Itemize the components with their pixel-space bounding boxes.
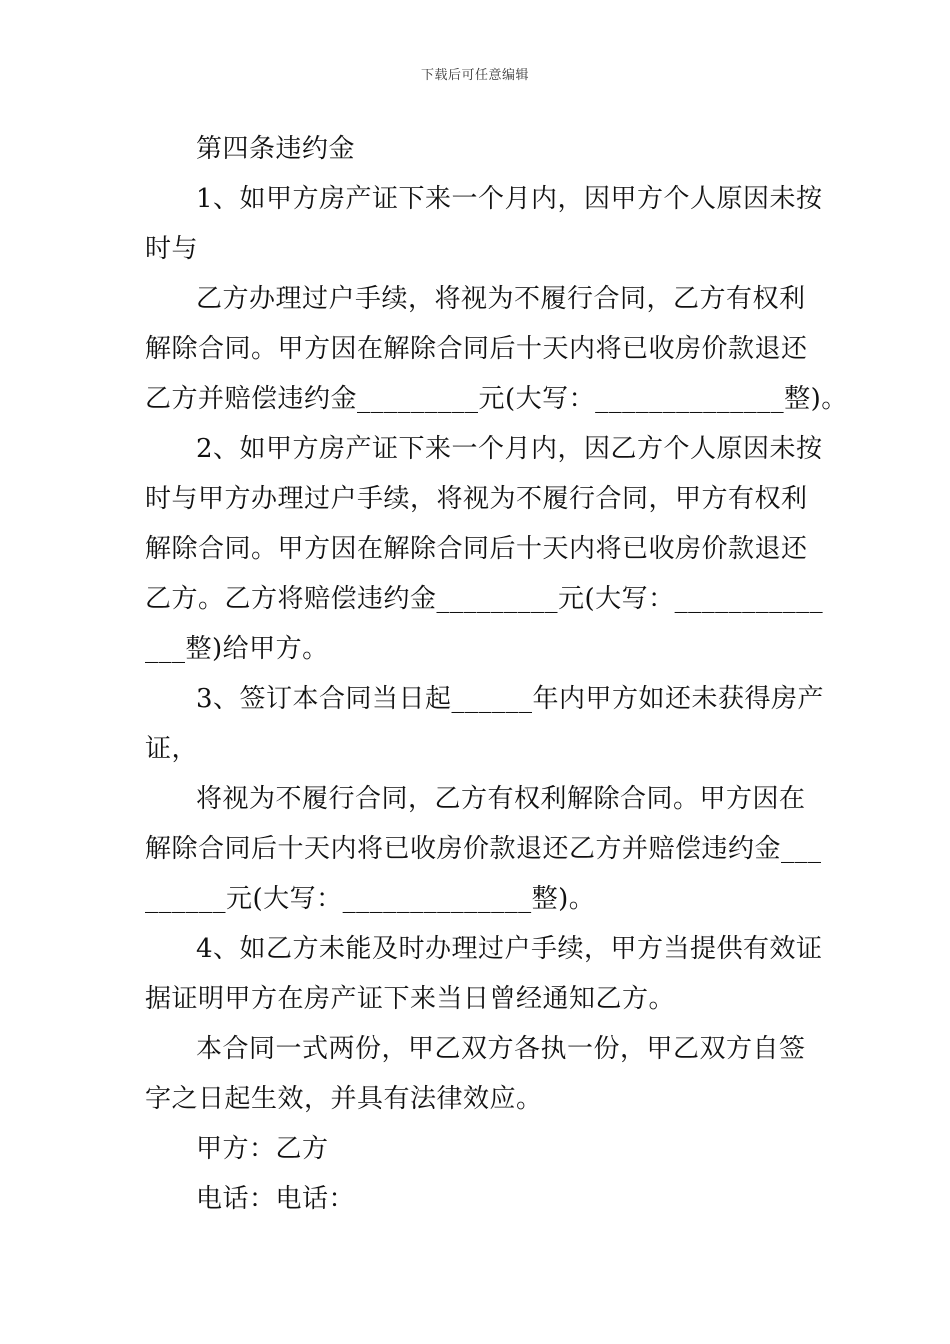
paragraph-line: 解除合同后十天内将已收房价款退还乙方并赔偿违约金___ — [145, 834, 822, 864]
paragraph-line: 字之日起生效，并具有法律效应。 — [145, 1084, 543, 1114]
article-title: 第四条违约金 — [196, 134, 356, 164]
paragraph-line: ______元(大写：______________整)。 — [145, 884, 596, 914]
paragraph-line: 解除合同。甲方因在解除合同后十天内将已收房价款退还 — [145, 534, 808, 564]
paragraph-line: 将视为不履行合同，乙方有权利解除合同。甲方因在 — [196, 784, 806, 814]
paragraph-line: ___整)给甲方。 — [145, 634, 329, 664]
paragraph-line: 1、如甲方房产证下来一个月内，因甲方个人原因未按 — [196, 184, 823, 214]
paragraph-line: 时与 — [145, 234, 199, 264]
paragraph-line: 本合同一式两份，甲乙双方各执一份，甲乙双方自签 — [196, 1034, 806, 1064]
paragraph-line: 2、如甲方房产证下来一个月内，因乙方个人原因未按 — [196, 434, 823, 464]
paragraph-line: 3、签订本合同当日起______年内甲方如还未获得房产 — [196, 684, 825, 714]
paragraph-line: 乙方办理过户手续，将视为不履行合同，乙方有权利 — [196, 284, 806, 314]
paragraph-line: 乙方。乙方将赔偿违约金_________元(大写：___________ — [145, 584, 824, 614]
paragraph-line: 据证明甲方在房产证下来当日曾经通知乙方。 — [145, 984, 676, 1014]
phone-line: 电话：电话： — [196, 1184, 356, 1214]
paragraph-line: 4、如乙方未能及时办理过户手续，甲方当提供有效证 — [196, 934, 823, 964]
paragraph-line: 乙方并赔偿违约金_________元(大写：______________整)。 — [145, 384, 848, 414]
page-header: 下载后可任意编辑 — [420, 68, 529, 83]
paragraph-line: 证， — [145, 734, 199, 764]
paragraph-line: 解除合同。甲方因在解除合同后十天内将已收房价款退还 — [145, 334, 808, 364]
paragraph-line: 时与甲方办理过户手续，将视为不履行合同，甲方有权利 — [145, 484, 808, 514]
signature-parties-line: 甲方：乙方 — [196, 1134, 329, 1164]
